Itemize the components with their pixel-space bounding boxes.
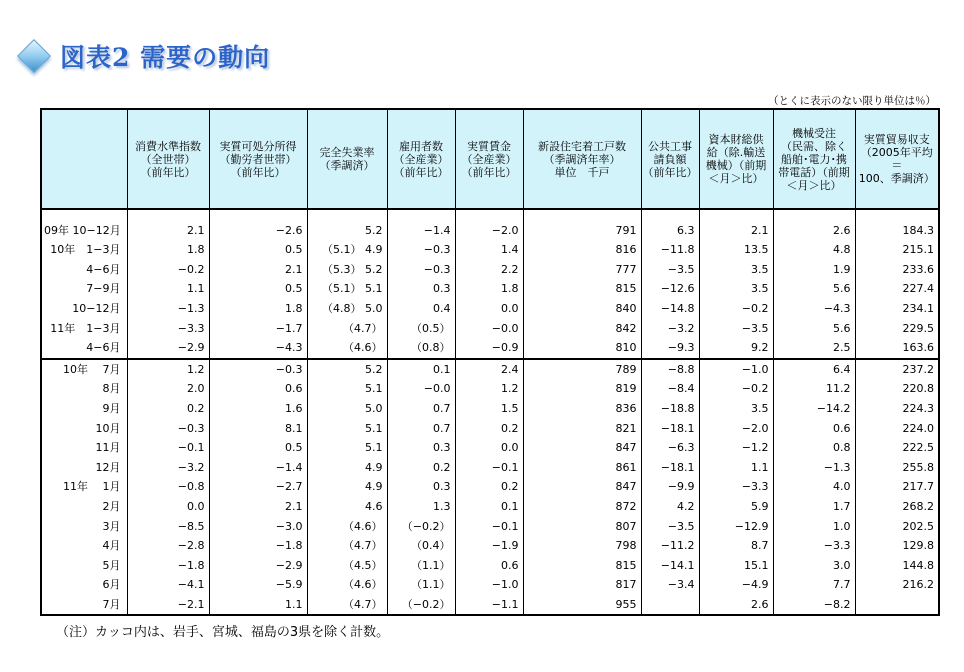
- table-cell: 229.5: [855, 318, 939, 338]
- column-header-label: 実質可処分所得 （勤労者世帯） （前年比）: [219, 139, 297, 179]
- table-cell: −6.3: [641, 438, 699, 458]
- table-row: [41, 279, 939, 299]
- table-cell: 5.6: [773, 318, 855, 338]
- table-cell: 1.9: [773, 260, 855, 280]
- row-label: 10年 1−3月: [41, 240, 127, 260]
- table-cell: 8.7: [699, 536, 773, 556]
- table-cell: 810: [523, 338, 641, 359]
- table-cell: 0.1: [455, 497, 523, 517]
- table-cell: −0.3: [387, 240, 455, 260]
- table-cell: −2.9: [209, 556, 307, 576]
- table-cell: −1.8: [127, 556, 209, 576]
- table-cell: −9.3: [641, 338, 699, 359]
- table-cell: （4.7）: [307, 595, 387, 615]
- column-header: [209, 109, 307, 209]
- table-cell: （5.1） 5.1: [307, 279, 387, 299]
- table-header: [41, 109, 939, 209]
- table-cell: 2.5: [773, 338, 855, 359]
- table-cell: 0.5: [209, 240, 307, 260]
- table-cell: 224.0: [855, 418, 939, 438]
- table-cell: 7.7: [773, 575, 855, 595]
- table-row: [41, 209, 939, 240]
- table-cell: 184.3: [855, 209, 939, 240]
- table-cell: 144.8: [855, 556, 939, 576]
- column-header: [773, 109, 855, 209]
- table-cell: −14.1: [641, 556, 699, 576]
- column-header-label: 資本財総供 給（除.輸送 機械）（前期 ＜月＞比）: [705, 133, 767, 185]
- table-row: [41, 399, 939, 419]
- table-cell: 0.4: [387, 299, 455, 319]
- table-cell: 815: [523, 556, 641, 576]
- table-row: [41, 260, 939, 280]
- table-cell: 0.6: [773, 418, 855, 438]
- table-cell: 222.5: [855, 438, 939, 458]
- row-label: 12月: [41, 458, 127, 478]
- table-cell: −0.2: [699, 299, 773, 319]
- table-cell: −1.2: [699, 438, 773, 458]
- table-row: [41, 318, 939, 338]
- table-cell: −3.0: [209, 516, 307, 536]
- table-cell: 163.6: [855, 338, 939, 359]
- table-cell: 1.2: [127, 359, 209, 380]
- table-cell: −0.1: [455, 458, 523, 478]
- table-cell: −3.2: [641, 318, 699, 338]
- table-cell: （4.7）: [307, 536, 387, 556]
- table-cell: 0.2: [387, 458, 455, 478]
- page-title: 図表2 需要の動向: [60, 43, 271, 72]
- table-cell: 777: [523, 260, 641, 280]
- table-cell: 2.1: [209, 497, 307, 517]
- row-label: 10−12月: [41, 299, 127, 319]
- table-cell: 5.2: [307, 359, 387, 380]
- table-cell: −8.4: [641, 379, 699, 399]
- table-cell: −2.9: [127, 338, 209, 359]
- row-label: 8月: [41, 379, 127, 399]
- table-cell: 0.8: [773, 438, 855, 458]
- table-cell: −12.9: [699, 516, 773, 536]
- table-cell: （4.8） 5.0: [307, 299, 387, 319]
- row-label: 6月: [41, 575, 127, 595]
- table-cell: 216.2: [855, 575, 939, 595]
- table-cell: 789: [523, 359, 641, 380]
- table-cell: （0.8）: [387, 338, 455, 359]
- table-cell: 0.2: [127, 399, 209, 419]
- table-cell: 1.1: [699, 458, 773, 478]
- row-label: 09年 10−12月: [41, 209, 127, 240]
- table-cell: （0.5）: [387, 318, 455, 338]
- table-cell: 0.5: [209, 438, 307, 458]
- row-label: 11年 1月: [41, 477, 127, 497]
- table-cell: −18.1: [641, 458, 699, 478]
- row-label: 10年 7月: [41, 359, 127, 380]
- table-cell: 2.0: [127, 379, 209, 399]
- table-cell: 2.6: [773, 209, 855, 240]
- table-cell: 2.1: [699, 209, 773, 240]
- table-cell: 1.8: [127, 240, 209, 260]
- demand-table: [40, 108, 940, 616]
- table-cell: −2.1: [127, 595, 209, 615]
- column-header-label: 実質賃金 （全産業） （前年比）: [461, 139, 517, 179]
- table-cell: 0.6: [209, 379, 307, 399]
- table-cell: −4.9: [699, 575, 773, 595]
- table-cell: 3.5: [699, 399, 773, 419]
- column-header: [455, 109, 523, 209]
- row-label: 7月: [41, 595, 127, 615]
- column-header: [699, 109, 773, 209]
- table-cell: 2.1: [209, 260, 307, 280]
- table-cell: −1.0: [699, 359, 773, 380]
- column-header: [855, 109, 939, 209]
- table-cell: 840: [523, 299, 641, 319]
- table-cell: 5.1: [307, 418, 387, 438]
- table-cell: 807: [523, 516, 641, 536]
- table-cell: 2.1: [127, 209, 209, 240]
- table-cell: −1.8: [209, 536, 307, 556]
- table-row: [41, 556, 939, 576]
- table-cell: 6.4: [773, 359, 855, 380]
- table-cell: 255.8: [855, 458, 939, 478]
- table-cell: 0.0: [455, 438, 523, 458]
- table-cell: 1.6: [209, 399, 307, 419]
- table-cell: −3.4: [641, 575, 699, 595]
- table-cell: 861: [523, 458, 641, 478]
- table-row: [41, 338, 939, 359]
- row-label: 11年 1−3月: [41, 318, 127, 338]
- table-cell: −5.9: [209, 575, 307, 595]
- table-cell: 15.1: [699, 556, 773, 576]
- table-cell: 847: [523, 438, 641, 458]
- table-cell: 791: [523, 209, 641, 240]
- column-header: [387, 109, 455, 209]
- table-cell: 1.5: [455, 399, 523, 419]
- table-row: [41, 299, 939, 319]
- table-cell: 4.0: [773, 477, 855, 497]
- column-header-label: 公共工事 請負額 （前年比）: [642, 139, 698, 179]
- column-header: [307, 109, 387, 209]
- table-cell: 5.1: [307, 438, 387, 458]
- table-row: [41, 458, 939, 478]
- table-row: [41, 536, 939, 556]
- table-cell: （1.1）: [387, 575, 455, 595]
- table-cell: 220.8: [855, 379, 939, 399]
- table-cell: 217.7: [855, 477, 939, 497]
- table-cell: −3.2: [127, 458, 209, 478]
- table-row: [41, 595, 939, 615]
- table-cell: 3.0: [773, 556, 855, 576]
- row-label: 5月: [41, 556, 127, 576]
- table-row: [41, 477, 939, 497]
- table-cell: 0.6: [455, 556, 523, 576]
- table-cell: −0.1: [127, 438, 209, 458]
- table-cell: 1.0: [773, 516, 855, 536]
- table-cell: 5.9: [699, 497, 773, 517]
- table-cell: −1.4: [209, 458, 307, 478]
- table-cell: 2.4: [455, 359, 523, 380]
- row-label: 3月: [41, 516, 127, 536]
- table-cell: 842: [523, 318, 641, 338]
- row-label: 2月: [41, 497, 127, 517]
- table-cell: （−0.2）: [387, 595, 455, 615]
- table-cell: −0.9: [455, 338, 523, 359]
- table-cell: 1.1: [127, 279, 209, 299]
- diamond-bullet-icon: [17, 39, 51, 73]
- table-cell: 3.5: [699, 279, 773, 299]
- table-cell: −0.0: [387, 379, 455, 399]
- table-cell: −9.9: [641, 477, 699, 497]
- table-cell: −2.7: [209, 477, 307, 497]
- table-cell: 816: [523, 240, 641, 260]
- table-cell: 798: [523, 536, 641, 556]
- table-cell: 2.6: [699, 595, 773, 615]
- column-header-label: 雇用者数 （全産業） （前年比）: [393, 139, 449, 179]
- table-cell: 836: [523, 399, 641, 419]
- table-cell: −14.2: [773, 399, 855, 419]
- column-header-label: 実質貿易収支 （2005年平均＝ 100、季調済）: [858, 133, 935, 185]
- table-cell: 4.9: [307, 477, 387, 497]
- table-cell: 129.8: [855, 536, 939, 556]
- table-cell: 202.5: [855, 516, 939, 536]
- header-corner-cell: [41, 109, 127, 209]
- column-header-label: 消費水準指数 （全世帯） （前年比）: [135, 139, 201, 179]
- table-cell: −1.0: [455, 575, 523, 595]
- table-cell: （4.6）: [307, 575, 387, 595]
- table-cell: 215.1: [855, 240, 939, 260]
- table-cell: （4.6）: [307, 338, 387, 359]
- footnote: （注）カッコ内は、岩手、宮城、福島の3県を除く計数。: [56, 625, 390, 640]
- table-cell: 234.1: [855, 299, 939, 319]
- table-cell: 0.3: [387, 438, 455, 458]
- table-cell: −1.4: [387, 209, 455, 240]
- table-cell: 0.1: [387, 359, 455, 380]
- table-cell: 0.7: [387, 418, 455, 438]
- table-cell: −0.0: [455, 318, 523, 338]
- table-cell: −18.8: [641, 399, 699, 419]
- table-cell: （5.1） 4.9: [307, 240, 387, 260]
- table-row: [41, 240, 939, 260]
- table-cell: −11.8: [641, 240, 699, 260]
- table-cell: 815: [523, 279, 641, 299]
- table-cell: 5.6: [773, 279, 855, 299]
- table-row: [41, 438, 939, 458]
- unit-note: （とくに表示のない限り単位は％）: [768, 95, 936, 107]
- table-cell: （1.1）: [387, 556, 455, 576]
- table-cell: 4.9: [307, 458, 387, 478]
- table-cell: −4.3: [773, 299, 855, 319]
- column-header-label: 機械受注 （民需、除く 船舶･電力･携 帯電話）（前期 ＜月＞比）: [778, 126, 850, 192]
- table-row: [41, 359, 939, 380]
- title-area: [14, 38, 270, 74]
- table-cell: 0.3: [387, 477, 455, 497]
- table-body: [41, 209, 939, 615]
- table-row: [41, 575, 939, 595]
- table-cell: 0.3: [387, 279, 455, 299]
- table-cell: −3.3: [127, 318, 209, 338]
- table-cell: 13.5: [699, 240, 773, 260]
- table-cell: 8.1: [209, 418, 307, 438]
- table-cell: 819: [523, 379, 641, 399]
- table-cell: （4.5）: [307, 556, 387, 576]
- table-cell: 0.0: [127, 497, 209, 517]
- table-cell: 224.3: [855, 399, 939, 419]
- table-cell: −0.3: [127, 418, 209, 438]
- table-row: [41, 497, 939, 517]
- table-cell: 4.6: [307, 497, 387, 517]
- table-cell: 0.2: [455, 477, 523, 497]
- table-cell: 872: [523, 497, 641, 517]
- table-row: [41, 516, 939, 536]
- table-cell: −1.3: [773, 458, 855, 478]
- table-cell: 4.8: [773, 240, 855, 260]
- row-label: 11月: [41, 438, 127, 458]
- row-label: 4−6月: [41, 338, 127, 359]
- table-cell: −14.8: [641, 299, 699, 319]
- table-cell: 1.1: [209, 595, 307, 615]
- table-cell: 1.4: [455, 240, 523, 260]
- table-cell: 847: [523, 477, 641, 497]
- column-header-label: 新設住宅着工戸数 （季調済年率） 単位 千戸: [538, 139, 626, 179]
- table-cell: 4.2: [641, 497, 699, 517]
- table-cell: −0.3: [387, 260, 455, 280]
- table-cell: 1.7: [773, 497, 855, 517]
- table-cell: −1.1: [455, 595, 523, 615]
- table-cell: −18.1: [641, 418, 699, 438]
- table-cell: −3.5: [699, 318, 773, 338]
- table-cell: 6.3: [641, 209, 699, 240]
- table-cell: −4.1: [127, 575, 209, 595]
- table-cell: 9.2: [699, 338, 773, 359]
- table-cell: 0.7: [387, 399, 455, 419]
- table-cell: （−0.2）: [387, 516, 455, 536]
- table-cell: −8.2: [773, 595, 855, 615]
- column-header: [523, 109, 641, 209]
- table-cell: −8.8: [641, 359, 699, 380]
- column-header: [127, 109, 209, 209]
- table-cell: 227.4: [855, 279, 939, 299]
- table-cell: −12.6: [641, 279, 699, 299]
- table-cell: 0.0: [455, 299, 523, 319]
- table-cell: −11.2: [641, 536, 699, 556]
- table-cell: 1.2: [455, 379, 523, 399]
- row-label: 4−6月: [41, 260, 127, 280]
- table-cell: −0.8: [127, 477, 209, 497]
- column-header: [641, 109, 699, 209]
- table-cell: 3.5: [699, 260, 773, 280]
- table-cell: −8.5: [127, 516, 209, 536]
- table-cell: 5.2: [307, 209, 387, 240]
- table-cell: −3.3: [773, 536, 855, 556]
- table-cell: 5.1: [307, 379, 387, 399]
- table-cell: 1.8: [455, 279, 523, 299]
- table-cell: −3.3: [699, 477, 773, 497]
- table-cell: −2.6: [209, 209, 307, 240]
- table-cell: 2.2: [455, 260, 523, 280]
- table-cell: −2.8: [127, 536, 209, 556]
- table-cell: −3.5: [641, 260, 699, 280]
- table-cell: （4.6）: [307, 516, 387, 536]
- table-cell: [855, 595, 939, 615]
- table-cell: 955: [523, 595, 641, 615]
- row-label: 10月: [41, 418, 127, 438]
- table-cell: 821: [523, 418, 641, 438]
- table-cell: 0.2: [455, 418, 523, 438]
- table-cell: −3.5: [641, 516, 699, 536]
- table-cell: −0.2: [699, 379, 773, 399]
- table-cell: 0.5: [209, 279, 307, 299]
- table-cell: 233.6: [855, 260, 939, 280]
- table-cell: 11.2: [773, 379, 855, 399]
- column-header-label: 完全失業率 （季調済）: [319, 146, 375, 172]
- table-cell: −2.0: [699, 418, 773, 438]
- table-cell: 237.2: [855, 359, 939, 380]
- table-cell: 1.3: [387, 497, 455, 517]
- row-label: 9月: [41, 399, 127, 419]
- table-cell: （5.3） 5.2: [307, 260, 387, 280]
- table-cell: −1.3: [127, 299, 209, 319]
- table-cell: −0.2: [127, 260, 209, 280]
- table-cell: −4.3: [209, 338, 307, 359]
- table-row: [41, 379, 939, 399]
- table-cell: 268.2: [855, 497, 939, 517]
- table-cell: −0.3: [209, 359, 307, 380]
- table-cell: −1.7: [209, 318, 307, 338]
- table-cell: （4.7）: [307, 318, 387, 338]
- table-cell: −1.9: [455, 536, 523, 556]
- row-label: 7−9月: [41, 279, 127, 299]
- table-cell: 817: [523, 575, 641, 595]
- row-label: 4月: [41, 536, 127, 556]
- table-cell: −2.0: [455, 209, 523, 240]
- table-cell: [641, 595, 699, 615]
- table-cell: −0.1: [455, 516, 523, 536]
- table-cell: 1.8: [209, 299, 307, 319]
- table-cell: （0.4）: [387, 536, 455, 556]
- table-row: [41, 418, 939, 438]
- table-cell: 5.0: [307, 399, 387, 419]
